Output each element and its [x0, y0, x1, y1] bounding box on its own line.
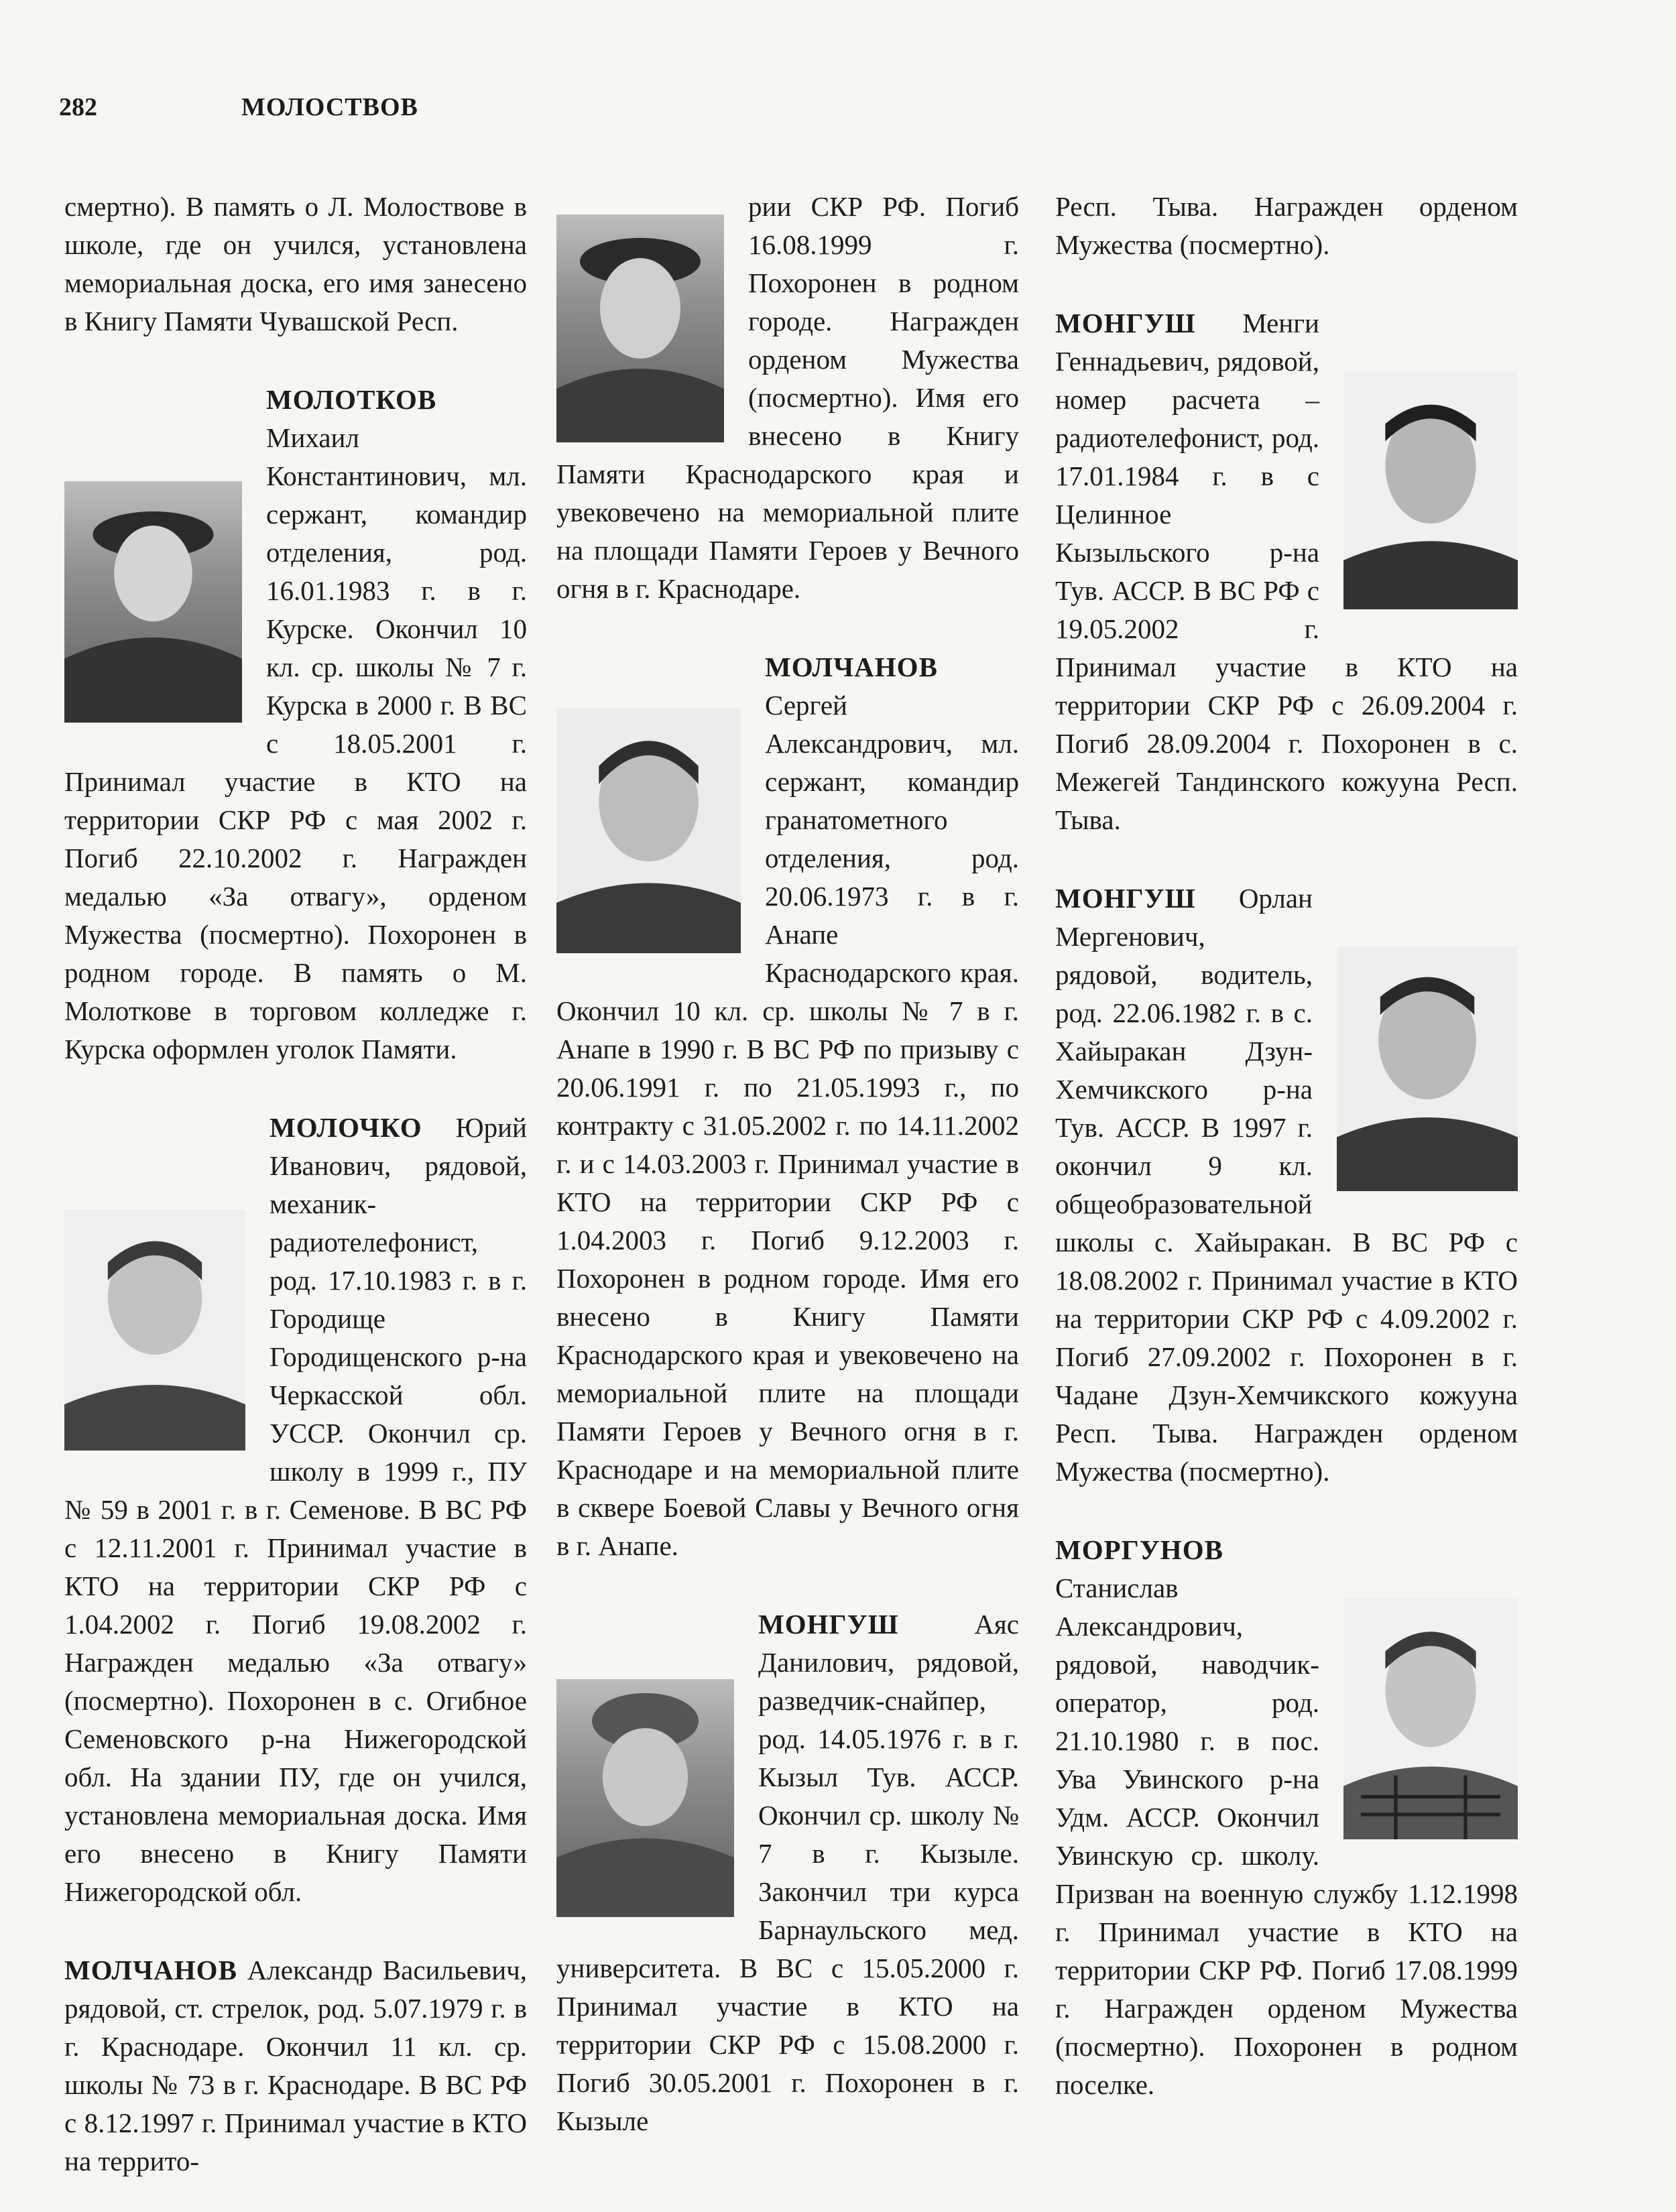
entry-name: МОЛОЧКО: [270, 1112, 422, 1143]
page-number: 282: [59, 93, 97, 121]
entry-text: Сергей Александрович, мл. сержант, командир гранатометного отделения, род. 20.06.1973 г. в г. Анапе Краснодарского края. Окончил 10 кл. ср. школы № 7 в г. Анапе в 1990 г. В ВС РФ по призыву с 20.06.1991 г. по 21.05.1993 г., по контракту с 31.05.2002 г. по 14.11.2002 г. и с 14.03.2003 г. Принимал участие в КТО на территории СКР РФ с 1.04.2003 г. Погиб 9.12.2003 г. Похоронен в родном городе. Имя его внесено в Книгу Памяти Краснодарского края и увековечено на мемориальной плите на площади Памяти Героев у Вечного огня в г. Краснодаре и на мемориальной плите в сквере Боевой Славы у Вечного огня в г. Анапе.: [556, 690, 1019, 1561]
running-title: МОЛОСТВОВ: [241, 93, 418, 121]
entry-name: МОНГУШ: [758, 1609, 899, 1640]
portrait-photo: [556, 709, 741, 953]
column-3: [1055, 188, 1518, 2104]
entry-text: Юрий Иванович, рядовой, механик-радиотелефонист, род. 17.10.1983 г. в г. Городище Городищенского р-на Черкасской обл. УССР. Окончил ср. школу в 1999 г., ПУ № 59 в 2001 г. в г. Семенове. В ВС РФ с 12.11.2001 г. Принимал участие в КТО на территории СКР РФ с 1.04.2002 г. Погиб 19.08.2002 г. Награжден медалью «За отвагу» (посмертно). Похоронен в с. Огибное Семеновского р-на Нижегородской обл. На здании ПУ, где он учился, установлена мемориальная доска. Имя его внесено в Книгу Памяти Нижегородской обл.: [64, 1112, 527, 1907]
portrait-photo: [1343, 371, 1518, 609]
entry-name: МОНГУШ: [1055, 883, 1196, 914]
entry-text: Менги Геннадьевич, рядовой, номер расчета – радиотелефонист, род. 17.01.1984 г. в с Целинное Кызыльского р-на Тув. АССР. В ВС РФ с 19.05.2002 г. Принимал участие в КТО на территории СКР РФ с 26.09.2004 г. Погиб 28.09.2004 г. Похоронен в с. Межегей Тандинского кожууна Респ. Тыва.: [1055, 308, 1518, 835]
continuation-text: рии СКР РФ. Погиб 16.08.1999 г. Похоронен в родном городе. Награжден орденом Мужества (посмертно). Имя его внесено в Книгу Памяти Краснодарского края и увековечено на мемориальной плите на площади Памяти Героев у Вечного огня в г. Краснодаре.: [556, 191, 1019, 604]
continuation-text: смертно). В память о Л. Молоствове в школе, где он учился, установлена мемориальная доска, его имя занесено в Книгу Памяти Чувашской Респ.: [64, 191, 527, 336]
entry-molotkov: [64, 381, 527, 1068]
entry-name: МОНГУШ: [1055, 308, 1196, 339]
portrait-photo: [1343, 1598, 1518, 1839]
entry-mongush-orlan: [1055, 879, 1518, 1491]
entry-morgunov: [1055, 1531, 1518, 2104]
entry-text: Орлан Мергенович, рядовой, водитель, род. 22.06.1982 г. в с. Хайыракан Дзун-Хемчикского р-на Тув. АССР. В 1997 г. окончил 9 кл. общеобразовательной школы с. Хайыракан. В ВС РФ с 18.08.2002 г. Принимал участие в КТО на территории СКР РФ с 4.09.2002 г. Погиб 27.09.2002 г. Похоронен в г. Чадане Дзун-Хемчикского кожууна Респ. Тыва. Награжден орденом Мужества (посмертно).: [1055, 883, 1518, 1487]
entry-text: Станислав Александрович, рядовой, наводчик-оператор, род. 21.10.1980 г. в пос. Ува Увинского р-на Удм. АССР. Окончил Увинскую ср. школу. Призван на военную службу 1.12.1998 г. Принимал участие в КТО на территории СКР РФ. Погиб 17.08.1999 г. Награжден орденом Мужества (посмертно). Похоронен в родном поселке.: [1055, 1573, 1518, 2100]
entry-mongush-mengi: [1055, 304, 1518, 839]
portrait-photo: [556, 214, 724, 442]
portrait-photo: [556, 1679, 734, 1917]
entry-mongush-ayas: [556, 1605, 1019, 2140]
entry-molchanov-sergey: [556, 648, 1019, 1565]
entry-name: МОЛЧАНОВ: [64, 1955, 237, 1985]
portrait-photo: [64, 481, 242, 723]
entry-name: МОРГУНОВ: [1055, 1534, 1223, 1565]
portrait-photo: [64, 1209, 245, 1451]
entry-text: Михаил Константинович, мл. сержант, командир отделения, род. 16.01.1983 г. в г. Курске. Окончил 10 кл. ср. школы № 7 г. Курска в 2000 г. В ВС с 18.05.2001 г. Принимал участие в КТО на территории СКР РФ с мая 2002 г. Погиб 22.10.2002 г. Награжден медалью «За отвагу», орденом Мужества (посмертно). Похоронен в родном городе. В память о М. Молоткове в торговом колледже г. Курска оформлен уголок Памяти.: [64, 422, 527, 1064]
portrait-photo: [1337, 946, 1518, 1191]
entry-name: МОЛЧАНОВ: [765, 652, 938, 682]
entry-name: МОЛОТКОВ: [266, 384, 437, 415]
entry-text: Аяс Данилович, рядовой, разведчик-снайпер, род. 14.05.1976 г. в г. Кызыл Тув. АССР. Окончил ср. школу № 7 в г. Кызыле. Закончил три курса Барнаульского мед. университета. В ВС с 15.05.2000 г. Принимал участие в КТО на территории СКР РФ с 15.08.2000 г. Погиб 30.05.2001 г. Похоронен в г. Кызыле: [556, 1609, 1019, 2136]
entry-molochko: [64, 1109, 527, 1911]
column-1: [64, 188, 527, 2180]
entry-text: Александр Васильевич, рядовой, ст. стрелок, род. 5.07.1979 г. в г. Краснодаре. Окончил 11 кл. ср. школы № 73 в г. Краснодаре. В ВС РФ с 8.12.1997 г. Принимал участие в КТО на террито-: [64, 1955, 528, 2176]
entry-molchanov-alexander: [64, 1951, 527, 2180]
continuation-text: Респ. Тыва. Награжден орденом Мужества (посмертно).: [1055, 191, 1518, 260]
column-2: [556, 188, 1019, 2140]
